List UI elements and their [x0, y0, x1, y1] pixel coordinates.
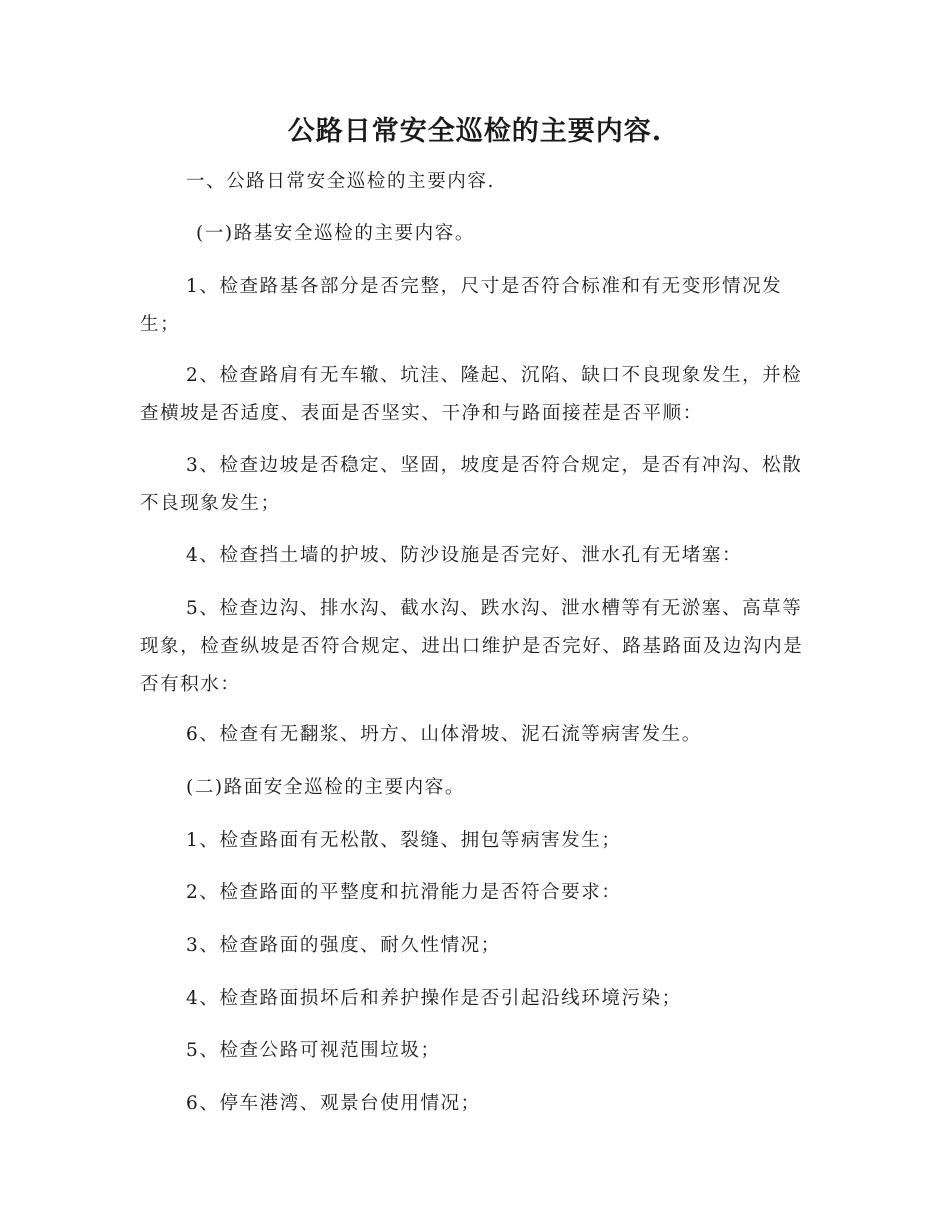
document-title: 公路日常安全巡检的主要内容.	[287, 116, 663, 147]
section-heading: 一、公路日常安全巡检的主要内容.	[186, 171, 495, 192]
list-item: 4、检查路面损坏后和养护操作是否引起沿线环境污染；	[186, 988, 682, 1009]
list-item: 4、检查挡土墙的护坡、防沙设施是否完好、泄水孔有无堵塞：	[186, 545, 743, 566]
list-item: 5、检查公路可视范围垃圾；	[186, 1040, 441, 1061]
list-item: 3、检查路面的强度、耐久性情况；	[186, 935, 501, 956]
list-item: 6、检查有无翻浆、坍方、山体滑坡、泥石流等病害发生。	[186, 724, 702, 745]
list-item: 2、检查路肩有无车辙、坑洼、隆起、沉陷、缺口不良现象发生，并检查横坡是否适度、表面是否坚实、干净和与路面接茬是否平顺：	[140, 365, 803, 424]
list-item: 3、检查边坡是否稳定、坚固，坡度是否符合规定，是否有冲沟、松散不良现象发生；	[140, 455, 803, 514]
list-item: 2、检查路面的平整度和抗滑能力是否符合要求：	[186, 882, 622, 903]
list-item: 5、检查边沟、排水沟、截水沟、跌水沟、泄水槽等有无淤塞、高草等现象，检查纵坡是否符合规定、进出口维护是否完好、路基路面及边沟内是否有积水：	[140, 598, 804, 695]
list-item: 1、检查路面有无松散、裂缝、拥包等病害发生；	[186, 830, 622, 851]
subsection-heading: (二)路面安全巡检的主要内容。	[186, 777, 465, 798]
list-item: 6、停车港湾、观景台使用情况；	[186, 1093, 481, 1114]
list-item: 1、检查路基各部分是否完整，尺寸是否符合标准和有无变形情况发生；	[140, 276, 783, 335]
subsection-heading: (一)路基安全巡检的主要内容。	[196, 223, 475, 244]
